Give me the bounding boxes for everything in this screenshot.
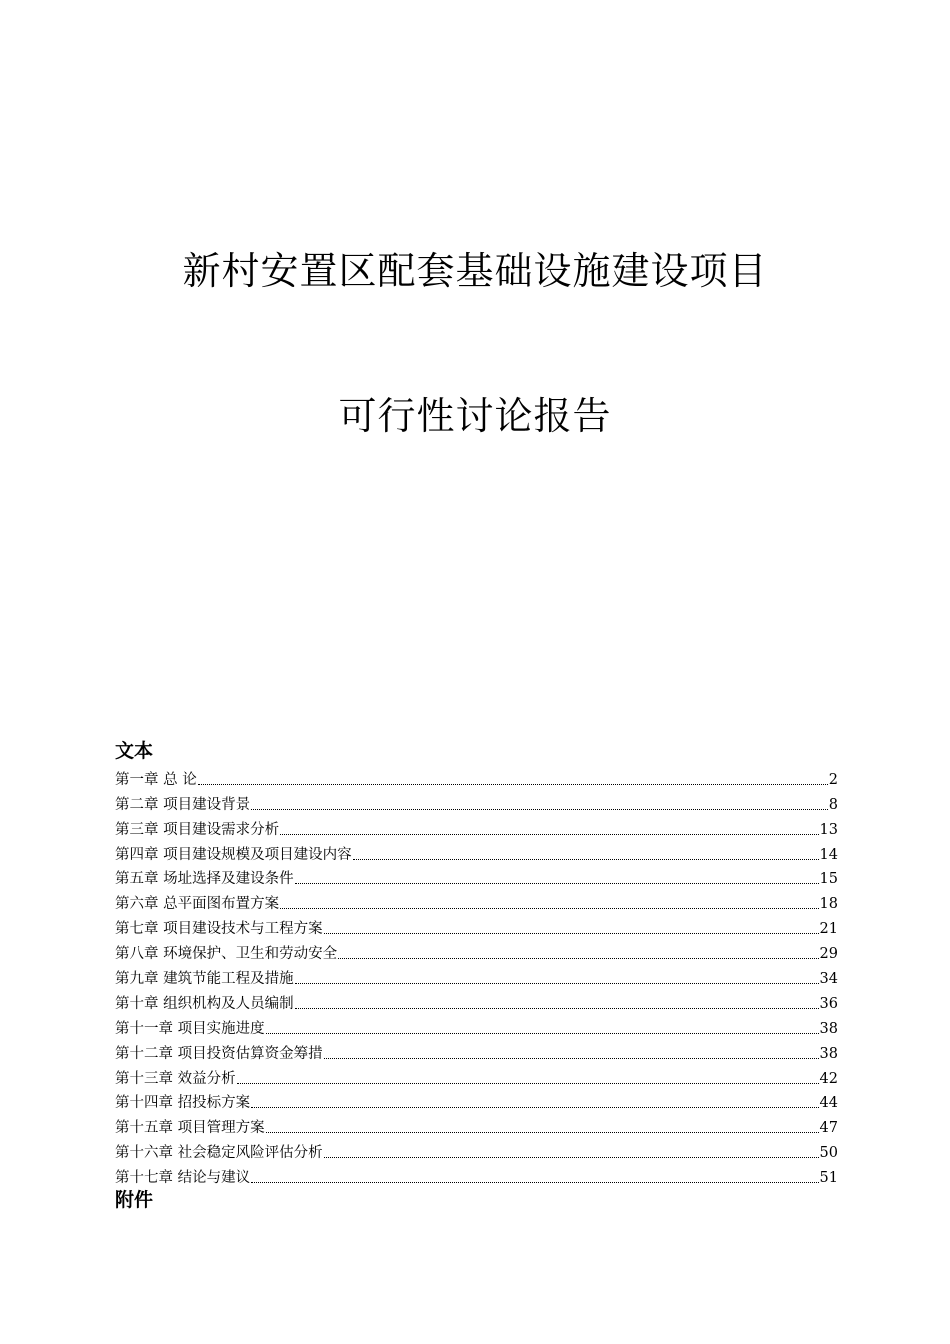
toc-entry-page: 51	[819, 1170, 838, 1187]
toc-dot-leader	[353, 858, 819, 860]
toc-entry-label: 第六章 总平面图布置方案	[115, 896, 280, 913]
toc-dot-leader	[295, 882, 819, 884]
toc-appendix-heading: 附件	[115, 1189, 154, 1212]
toc-entry-label: 第一章 总 论	[115, 771, 197, 788]
toc-entry-label: 第四章 项目建设规模及项目建设内容	[115, 846, 352, 863]
toc-dot-leader	[251, 1106, 818, 1108]
toc-entry-page: 21	[819, 921, 838, 938]
toc-entry-label: 第二章 项目建设背景	[115, 796, 251, 813]
toc-entry[interactable]	[115, 839, 838, 864]
toc-dot-leader	[295, 1007, 819, 1009]
toc-entry[interactable]	[115, 888, 838, 913]
toc-entry-page: 29	[819, 946, 838, 963]
toc-entry[interactable]	[115, 988, 838, 1013]
toc-dot-leader	[198, 783, 828, 785]
toc-entry-page: 50	[819, 1145, 838, 1162]
toc-entry[interactable]	[115, 1137, 838, 1162]
toc-entry-page: 18	[819, 896, 838, 913]
toc-entry[interactable]	[115, 789, 838, 814]
toc-entry-label: 第十章 组织机构及人员编制	[115, 995, 294, 1012]
toc-entry[interactable]	[115, 1162, 838, 1187]
toc-entry[interactable]	[115, 1063, 838, 1088]
toc-entry-page: 2	[828, 771, 838, 788]
toc-entry-page: 38	[819, 1020, 838, 1037]
toc-entry-page: 42	[819, 1070, 838, 1087]
toc-dot-leader	[295, 982, 819, 984]
toc-entry-page: 36	[819, 995, 838, 1012]
toc-entry-label: 第十七章 结论与建议	[115, 1170, 251, 1187]
toc-entry[interactable]	[115, 1112, 838, 1137]
toc-entry[interactable]	[115, 1038, 838, 1063]
toc-entry-page: 14	[819, 846, 838, 863]
toc-entry-page: 13	[819, 821, 838, 838]
toc-dot-leader	[266, 1131, 819, 1133]
toc-entry-list	[115, 764, 838, 1187]
toc-dot-leader	[237, 1082, 819, 1084]
toc-entry-page: 34	[819, 971, 838, 988]
toc-entry-page: 47	[819, 1120, 838, 1137]
toc-entry-label: 第十二章 项目投资估算资金筹措	[115, 1045, 323, 1062]
toc-entry-page: 15	[819, 871, 838, 888]
toc-entry-label: 第十五章 项目管理方案	[115, 1120, 265, 1137]
toc-entry-label: 第十三章 效益分析	[115, 1070, 236, 1087]
toc-dot-leader	[324, 1057, 819, 1059]
document-title-line-2: 可行性讨论报告	[338, 394, 612, 438]
toc-entry-page: 44	[819, 1095, 838, 1112]
toc-dot-leader	[280, 907, 818, 909]
toc-dot-leader	[251, 1181, 818, 1183]
toc-entry[interactable]	[115, 913, 838, 938]
toc-entry-label: 第五章 场址选择及建设条件	[115, 871, 294, 888]
toc-dot-leader	[338, 957, 818, 959]
toc-dot-leader	[280, 833, 818, 835]
toc-entry[interactable]	[115, 938, 838, 963]
table-of-contents	[115, 738, 838, 1213]
toc-entry[interactable]	[115, 963, 838, 988]
toc-dot-leader	[324, 932, 819, 934]
toc-entry-label: 第十一章 项目实施进度	[115, 1020, 265, 1037]
toc-entry[interactable]	[115, 814, 838, 839]
toc-entry-label: 第七章 项目建设技术与工程方案	[115, 921, 323, 938]
toc-entry[interactable]	[115, 764, 838, 789]
document-title-line-1: 新村安置区配套基础设施建设项目	[182, 249, 768, 293]
toc-main-heading: 文本	[115, 740, 154, 762]
toc-entry-label: 第三章 项目建设需求分析	[115, 821, 280, 838]
toc-entry[interactable]	[115, 1088, 838, 1113]
toc-entry-label: 第十六章 社会稳定风险评估分析	[115, 1145, 323, 1162]
toc-entry-page: 8	[828, 796, 838, 813]
toc-dot-leader	[251, 808, 828, 810]
toc-entry-label: 第九章 建筑节能工程及措施	[115, 971, 294, 988]
toc-entry-label: 第十四章 招投标方案	[115, 1095, 251, 1112]
toc-entry-page: 38	[819, 1045, 838, 1062]
toc-entry[interactable]	[115, 864, 838, 889]
toc-dot-leader	[266, 1032, 819, 1034]
toc-dot-leader	[324, 1156, 819, 1158]
toc-entry-label: 第八章 环境保护、卫生和劳动安全	[115, 946, 338, 963]
toc-entry[interactable]	[115, 1013, 838, 1038]
